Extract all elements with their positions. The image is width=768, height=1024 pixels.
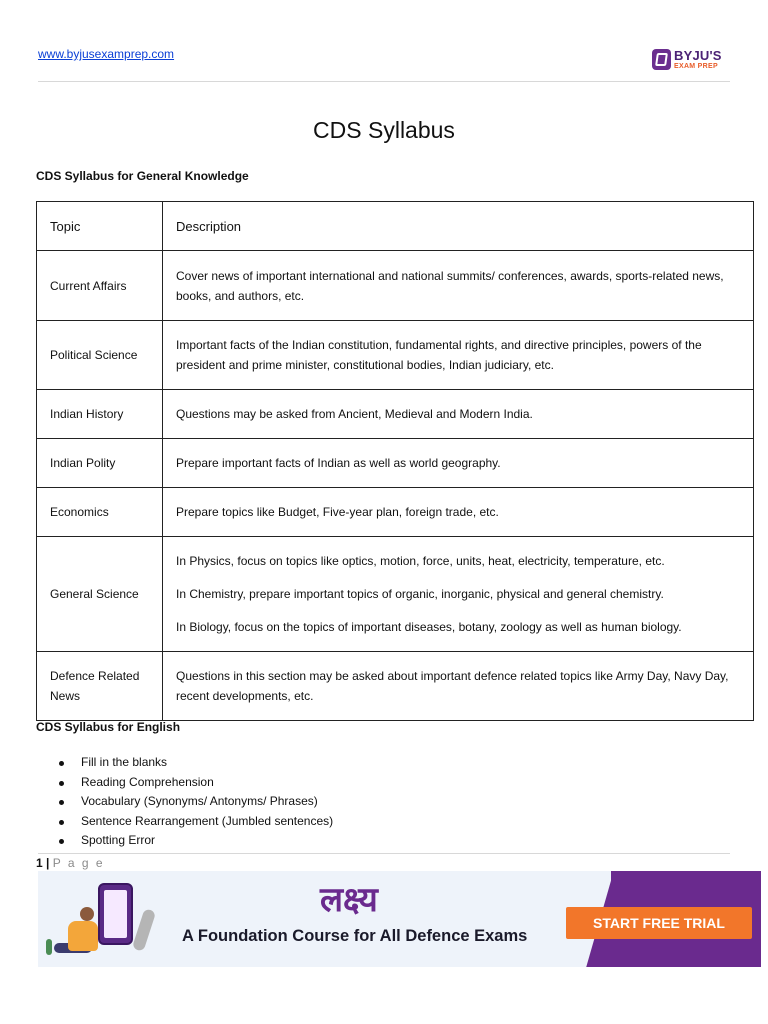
topic-cell: Indian Polity	[37, 439, 163, 488]
student-head-icon	[80, 907, 94, 921]
page-number-value: 1	[36, 856, 43, 870]
start-free-trial-button[interactable]: START FREE TRIAL	[566, 907, 752, 939]
page-word: P a g e	[52, 856, 105, 870]
list-item: Spotting Error	[81, 831, 333, 851]
logo-main-text: BYJU'S	[674, 47, 722, 63]
english-topic-list	[81, 753, 333, 851]
topic-cell: Indian History	[37, 390, 163, 439]
topic-cell: Political Science	[37, 321, 163, 390]
table-header-row	[37, 202, 754, 251]
topic-cell: General Science	[37, 537, 163, 652]
plant-icon	[46, 939, 52, 955]
table-row	[37, 488, 754, 537]
byjus-exam-prep-logo	[652, 46, 730, 72]
table-row	[37, 321, 754, 390]
banner-hindi-title: लक्ष्य	[320, 880, 378, 920]
logo-sub-text: EXAM PREP	[674, 62, 718, 70]
description-text: In Chemistry, prepare important topics of organic, inorganic, physical and general chemistry.	[176, 587, 664, 601]
description-text: Prepare topics like Budget, Five-year plan, foreign trade, etc.	[176, 505, 499, 519]
table-row	[37, 390, 754, 439]
promo-banner[interactable]	[38, 871, 761, 967]
student-illustration	[68, 921, 98, 951]
description-text: Questions may be asked from Ancient, Medieval and Modern India.	[176, 407, 533, 421]
description-text: In Biology, focus on the topics of important diseases, botany, zoology as well as human biology.	[176, 620, 682, 634]
topic-cell: Economics	[37, 488, 163, 537]
leaf-icon	[132, 908, 156, 952]
list-item: Sentence Rearrangement (Jumbled sentences)	[81, 812, 333, 832]
phone-icon	[98, 883, 133, 945]
banner-tagline: A Foundation Course for All Defence Exams	[182, 927, 528, 945]
list-item: Vocabulary (Synonyms/ Antonyms/ Phrases)	[81, 792, 333, 812]
table-row	[37, 537, 754, 652]
topic-cell: Current Affairs	[37, 251, 163, 321]
page-separator: |	[46, 856, 50, 870]
column-header-topic: Topic	[37, 202, 163, 251]
list-item: Fill in the blanks	[81, 753, 333, 773]
description-cell	[163, 251, 754, 321]
column-header-description: Description	[163, 202, 754, 251]
description-text: Important facts of the Indian constitution, fundamental rights, and directive principles, powers of the president and prime minister, constitutional bodies, Indian judiciary, etc.	[176, 338, 702, 372]
description-cell	[163, 652, 754, 721]
description-text: Questions in this section may be asked about important defence related topics like Army Day, Navy Day, recent developments, etc.	[176, 669, 729, 703]
table-row	[37, 251, 754, 321]
table-row	[37, 652, 754, 721]
gk-section-heading: CDS Syllabus for General Knowledge	[36, 169, 249, 183]
header-divider	[38, 81, 730, 82]
description-text: Prepare important facts of Indian as well as world geography.	[176, 456, 501, 470]
description-cell	[163, 537, 754, 652]
description-cell	[163, 321, 754, 390]
page-number	[36, 856, 105, 870]
site-url-link[interactable]: www.byjusexamprep.com	[38, 47, 175, 61]
description-text: Cover news of important international and national summits/ conferences, awards, sports-related news, books, and authors, etc.	[176, 268, 724, 303]
description-cell	[163, 439, 754, 488]
description-cell	[163, 488, 754, 537]
gk-syllabus-table	[36, 201, 754, 721]
topic-cell: Defence Related News	[37, 652, 163, 721]
english-section-heading: CDS Syllabus for English	[36, 720, 181, 734]
footer-divider	[38, 853, 730, 854]
document-title: CDS Syllabus	[313, 117, 455, 143]
logo-icon	[652, 49, 671, 70]
table-row	[37, 439, 754, 488]
description-cell	[163, 390, 754, 439]
description-text: In Physics, focus on topics like optics, motion, force, units, heat, electricity, temperature, etc.	[176, 554, 665, 568]
list-item: Reading Comprehension	[81, 773, 333, 793]
